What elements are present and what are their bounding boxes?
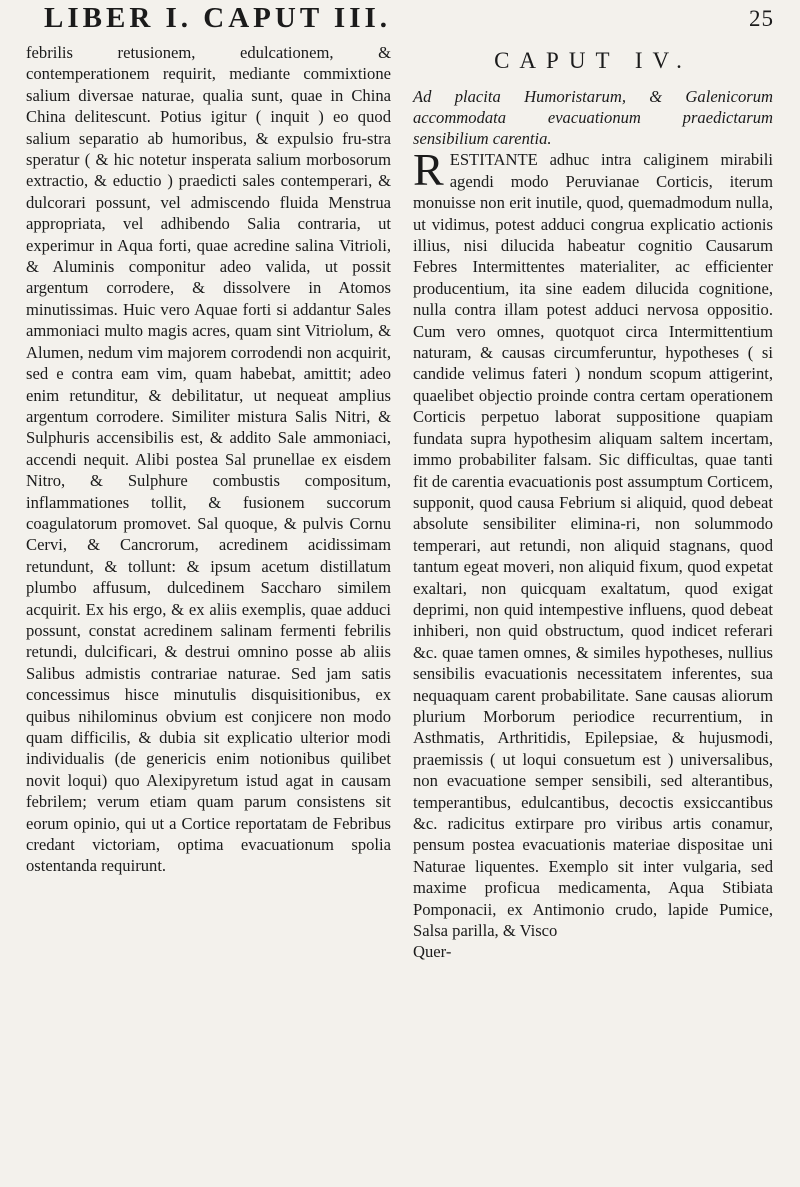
page-number: 25 <box>749 6 774 31</box>
drop-cap: R <box>413 144 444 196</box>
right-column <box>413 42 773 963</box>
left-column <box>26 42 391 877</box>
left-paragraph: febrilis retusionem, edulcationem, & contemperationem requirit, mediante commixtione salium diversae naturae, qualia sunt, quae in China China delitescunt. Potius igitur ( inquit ) eo quod salium separatio ab humoribus, & expulsio fru-stra speratur ( & hic notetur insperata salium morbosorum extractio, & eductio ) praedicti sales contemperari, & dulcorari possunt, vel admiscendo fluida Menstrua appropriata, vel adhibendo Salia contraria, ut experimur in Aqua forti, quae acredine salina Vitrioli, & Aluminis componitur adeo valida, ut possit argentum corrodere, & dissolvere in Atomos minutissimas. Huic vero Aquae forti si addantur Sales ammoniaci multo magis acres, quam sint Vitriolum, & Alumen, nedum vim majorem corrodendi non acquirit, sed e contra eam vim, quam habebat, amittit; adeo enim retunditur, & debilitatur, ut nequeat amplius argentum corrodere. Similiter mistura Salis Nitri, & Sulphuris accensibilis est, & addito Sale ammoniaci, accendi nequit. Alibi postea Sal prunellae ex eisdem Nitro, & Sulphure combustis compositum, inflammationes tollit, & fusionem succorum coagulatorum promovet. Sal quoque, & pulvis Cornu Cervi, & Cancrorum, acredinem acidissimam retundunt, & tollunt: & ipsum acetum distillatum plumbo affusum, dulcedinem Saccharo similem acquirit. Ex his ergo, & ex aliis exemplis, quae adduci possunt, constat acredinem salinam fermenti febrilis retundi, dulcificari, & destrui omnino posse ab aliis Salibus admistis contrariae naturae. Sed jam satis concessimus hisce minutulis disquisitionibus, ex quibus nihilominus obvium est conjicere non modo quam difficilis, & dubia sit explicatio ulterior modi individualis (de genericis enim notionibus quilibet novit loqui) quo Alexipyretum istud agat in causam febrilem; verum etiam quam parum consistens sit eorum opinio, qui ut a Cortice reportatam de Febribus credant victoriam, optima evacuationum spolia ostentanda requirunt. <box>26 43 391 876</box>
chapter-summary: Ad placita Humoristarum, & Galenicorum accommodata evacuationum praedictarum sensibilium carentia. <box>413 87 773 149</box>
right-paragraph: ESTITANTE adhuc intra caliginem mirabili agendi modo Peruvianae Corticis, iterum monuisse non erit inutile, quod, quemadmodum nulla, ut vidimus, potest adduci congrua explicatio actionis illius, nisi dilucida habeatur cognitio Causarum Febres Intermittentes materialiter, ac efficienter producentium, ita sine eadem dilucida cognitione, nulla contra illam potest adduci nervosa oppositio. Cum vero omnes, quotquot circa Intermittentium naturam, & causas circumferuntur, hypotheses ( si candide velimus fateri ) nondum scopum attigerint, quaelibet objectio proinde contra certam operationem Corticis perpetuo laborat suppositione quapiam fundata supra hypothesim aliquam saltem incertam, immo probabiliter falsam. Sic difficultas, quae tanti fit de carentia evacuationis post assumptum Corticem, supponit, quod causa Febrium si aliquid, quod debeat absolute sensibiliter elimina-ri, non solummodo temperari, aut retundi, non aliquid stagnans, quod tantum egeat moveri, non aliquid fixum, quod expetat exaltari, non quicquam exaltatum, quod exigat deprimi, non quid intempestive influens, quod debeat inhiberi, non quid obstructum, quod indicet referari &c. quae tamen omnes, & similes hypotheses, nullius sensibilis evacuationis necessitatem inferentes, sua nequaquam carent probabilitate. Sane causas aliorum plurium Morborum periodice recurrentium, in Asthmatis, Arthritidis, Epilepsiae, & hujusmodi, praemissis ( ut loqui consuetum est ) universalibus, non evacuatione semper sensibili, sed alterantibus, temperantibus, edulcantibus, decoctis exsiccantibus &c. radicitus extirpare pro viribus artis conamur, pensum postea evacuationis materiae dispositae uni Naturae liquentes. Exemplo sit inter vulgaria, sed maxime proficua medicamenta, Aqua Stibiata Pomponacii, ex Antimonio crudo, lapide Pumice, Salsa parilla, & Visco <box>413 150 773 941</box>
chapter-body <box>413 144 773 941</box>
running-header <box>44 2 774 42</box>
running-title: LIBER I. CAPUT III. <box>44 2 392 34</box>
catchword: Quer- <box>413 942 452 962</box>
chapter-heading: CAPUT IV. <box>494 48 692 73</box>
